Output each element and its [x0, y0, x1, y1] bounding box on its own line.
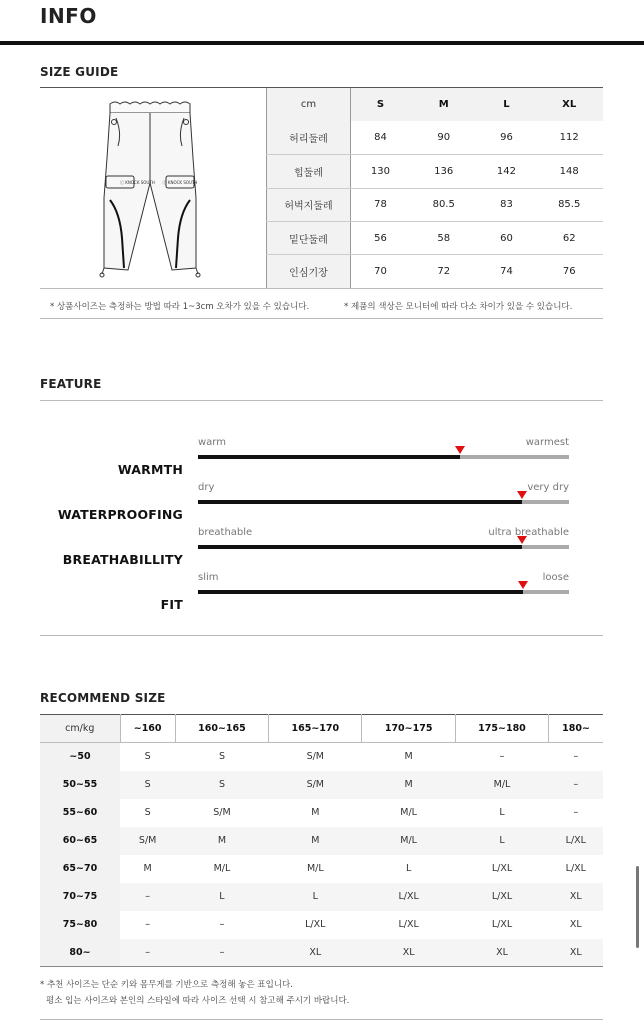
weight-label: 55~60 — [40, 799, 120, 827]
height-header: 180~ — [549, 715, 603, 743]
size-cell: M — [269, 827, 362, 855]
measure-label: 허벅지둘레 — [267, 188, 351, 221]
measure-value: 83 — [477, 188, 535, 221]
size-guide-row — [267, 222, 604, 255]
feature-row-warmth — [40, 437, 603, 477]
size-header: M — [410, 88, 478, 121]
feature-min-label: breathable — [198, 527, 253, 538]
size-guide-title: SIZE GUIDE — [40, 65, 119, 79]
size-cell: – — [549, 771, 603, 799]
feature-row-fit — [40, 572, 603, 612]
feature-min-label: slim — [198, 572, 219, 583]
feature-track — [198, 455, 569, 459]
size-cell: L — [175, 883, 268, 911]
feature-track — [198, 500, 569, 504]
size-cell: M/L — [400, 807, 417, 818]
height-header: 165~170 — [269, 715, 362, 743]
measure-value: 62 — [535, 222, 603, 255]
size-cell: – — [573, 807, 579, 818]
measure-value: 85.5 — [535, 188, 603, 221]
recommend-row — [40, 771, 603, 799]
feature-fill — [198, 500, 522, 504]
size-cell: M — [362, 771, 455, 799]
weight-label: 60~65 — [40, 827, 120, 855]
measure-value: 90 — [410, 121, 478, 154]
recommend-row — [40, 743, 603, 771]
size-guide-note-right: * 제품의 색상은 모니터에 따라 다소 차이가 있을 수 있습니다. — [344, 302, 573, 312]
size-cell: M/L — [455, 771, 548, 799]
size-cell: S — [218, 751, 225, 763]
size-cell: – — [120, 883, 175, 911]
recommend-table — [40, 714, 603, 967]
feature-fill — [198, 590, 523, 594]
height-header: 175~180 — [455, 715, 548, 743]
measure-value: 70 — [374, 266, 387, 278]
size-cell: S/M — [213, 807, 231, 818]
feature-marker-icon — [518, 581, 528, 589]
size-guide-row — [267, 188, 604, 221]
feature-marker-icon — [517, 491, 527, 499]
pants-logo-text: ⓒ KNOCK SOUTH — [120, 180, 155, 185]
feature-fill — [198, 455, 460, 459]
feature-title: FEATURE — [40, 377, 102, 391]
size-guide-unit: cm — [267, 88, 351, 121]
size-cell: XL — [455, 939, 548, 967]
recommend-row — [40, 827, 603, 855]
feature-name: WATERPROOFING — [57, 507, 183, 522]
height-header: 170~175 — [362, 715, 455, 743]
feature-max-label: very dry — [527, 482, 569, 493]
measure-value: 72 — [437, 266, 451, 278]
size-guide-row — [267, 255, 604, 288]
recommend-header-row — [40, 715, 603, 743]
size-guide-row — [267, 121, 604, 154]
measure-value: 78 — [351, 188, 410, 221]
size-header: XL — [535, 88, 603, 121]
feature-name: BREATHABILLITY — [62, 552, 183, 567]
size-guide-note-left: * 상품사이즈는 측정하는 방법 따라 1~3cm 오차가 있을 수 있습니다. — [50, 302, 310, 312]
recommend-row — [40, 883, 603, 911]
measure-value: 148 — [535, 155, 603, 188]
recommend-note-line2: 평소 입는 사이즈와 본인의 스타일에 따라 사이즈 선택 시 참고해 주시기 바랍니다. — [46, 996, 350, 1006]
size-cell: XL — [549, 939, 603, 967]
feature-row-breathability — [40, 527, 603, 567]
size-cell: L/XL — [305, 919, 326, 930]
feature-marker-icon — [517, 536, 527, 544]
weight-label: 75~80 — [40, 911, 120, 939]
measure-value: 60 — [477, 222, 535, 255]
measure-value: 56 — [351, 222, 410, 255]
measure-value: 84 — [351, 121, 410, 154]
measure-value: 76 — [562, 266, 576, 278]
feature-track — [198, 545, 569, 549]
feature-track — [198, 590, 569, 594]
size-cell: – — [573, 751, 579, 763]
size-cell: XL — [569, 919, 582, 930]
feature-divider-top — [40, 400, 603, 401]
size-cell: S/M — [120, 827, 175, 855]
recommend-note-line1: * 추천 사이즈는 단순 키와 몸무게를 기반으로 측정해 놓은 표입니다. — [40, 980, 293, 990]
size-cell: – — [219, 919, 225, 930]
feature-fill — [198, 545, 522, 549]
size-guide-table — [266, 88, 603, 288]
size-cell: – — [120, 939, 175, 967]
size-cell: L/XL — [362, 883, 455, 911]
size-cell: XL — [269, 939, 362, 967]
size-cell: S — [175, 771, 268, 799]
measure-label: 허리둘레 — [267, 121, 351, 154]
size-cell: S — [144, 751, 151, 763]
measure-value: 58 — [410, 222, 478, 255]
page-title: INFO — [40, 4, 97, 28]
measure-value: 112 — [535, 121, 603, 154]
size-cell: S — [120, 771, 175, 799]
size-guide-divider — [40, 318, 603, 319]
size-cell: L/XL — [398, 919, 419, 930]
size-cell: XL — [549, 883, 603, 911]
weight-label: ~50 — [40, 743, 120, 771]
feature-divider-bottom — [40, 635, 603, 636]
feature-max-label: ultra breathable — [488, 527, 569, 538]
size-cell: L — [405, 863, 412, 874]
size-cell: – — [499, 751, 505, 763]
size-cell: L/XL — [491, 863, 513, 874]
measure-value: 136 — [410, 155, 478, 188]
measure-label: 밑단둘레 — [267, 222, 351, 255]
feature-name: FIT — [160, 597, 183, 612]
recommend-row — [40, 911, 603, 939]
size-cell: M — [404, 751, 413, 763]
size-cell: – — [145, 919, 151, 930]
size-cell: L/XL — [455, 883, 548, 911]
measure-value: 142 — [477, 155, 535, 188]
feature-min-label: dry — [198, 482, 215, 493]
weight-label: 65~70 — [40, 855, 120, 883]
size-cell: M — [143, 863, 152, 874]
feature-max-label: warmest — [525, 437, 569, 448]
title-divider — [0, 41, 644, 45]
recommend-unit: cm/kg — [40, 715, 120, 743]
size-cell: – — [175, 939, 268, 967]
size-cell: L/XL — [565, 863, 586, 874]
measure-value: 80.5 — [410, 188, 478, 221]
pants-logo-text: ⓒ KNOCK SOUTH — [162, 180, 198, 185]
height-header: ~160 — [120, 715, 175, 743]
size-guide-header-row — [267, 88, 604, 121]
size-cell: L — [455, 827, 548, 855]
size-cell: M/L — [362, 827, 455, 855]
size-guide-row — [267, 155, 604, 188]
size-cell: S/M — [269, 771, 362, 799]
size-cell: L/XL — [491, 919, 513, 930]
measure-value: 96 — [477, 121, 535, 154]
recommend-row — [40, 799, 603, 827]
size-cell: S/M — [306, 751, 325, 763]
feature-name: WARMTH — [117, 462, 183, 477]
feature-row-waterproofing — [40, 482, 603, 522]
size-cell: M/L — [306, 863, 324, 874]
size-cell: M — [311, 807, 320, 818]
scrollbar[interactable] — [636, 866, 639, 948]
measure-label: 힙둘레 — [267, 155, 351, 188]
recommend-divider — [40, 1019, 603, 1020]
size-cell: L/XL — [549, 827, 603, 855]
height-header: 160~165 — [175, 715, 268, 743]
weight-label: 80~ — [40, 939, 120, 967]
recommend-row — [40, 855, 603, 883]
recommend-row — [40, 939, 603, 967]
size-cell: M — [175, 827, 268, 855]
feature-marker-icon — [455, 446, 465, 454]
feature-max-label: loose — [542, 572, 569, 583]
size-guide-box — [40, 87, 603, 289]
size-cell: L — [499, 807, 505, 818]
size-cell: S — [144, 807, 151, 818]
size-cell: L — [269, 883, 362, 911]
feature-min-label: warm — [198, 437, 226, 448]
size-cell: XL — [362, 939, 455, 967]
size-cell: M/L — [213, 863, 231, 874]
measure-value: 130 — [351, 155, 410, 188]
recommend-title: RECOMMEND SIZE — [40, 691, 166, 705]
size-header: L — [477, 88, 535, 121]
weight-label: 50~55 — [40, 771, 120, 799]
measure-value: 74 — [500, 266, 513, 278]
pants-illustration — [40, 88, 266, 288]
weight-label: 70~75 — [40, 883, 120, 911]
size-header: S — [351, 88, 410, 121]
measure-label: 인심기장 — [267, 255, 351, 288]
